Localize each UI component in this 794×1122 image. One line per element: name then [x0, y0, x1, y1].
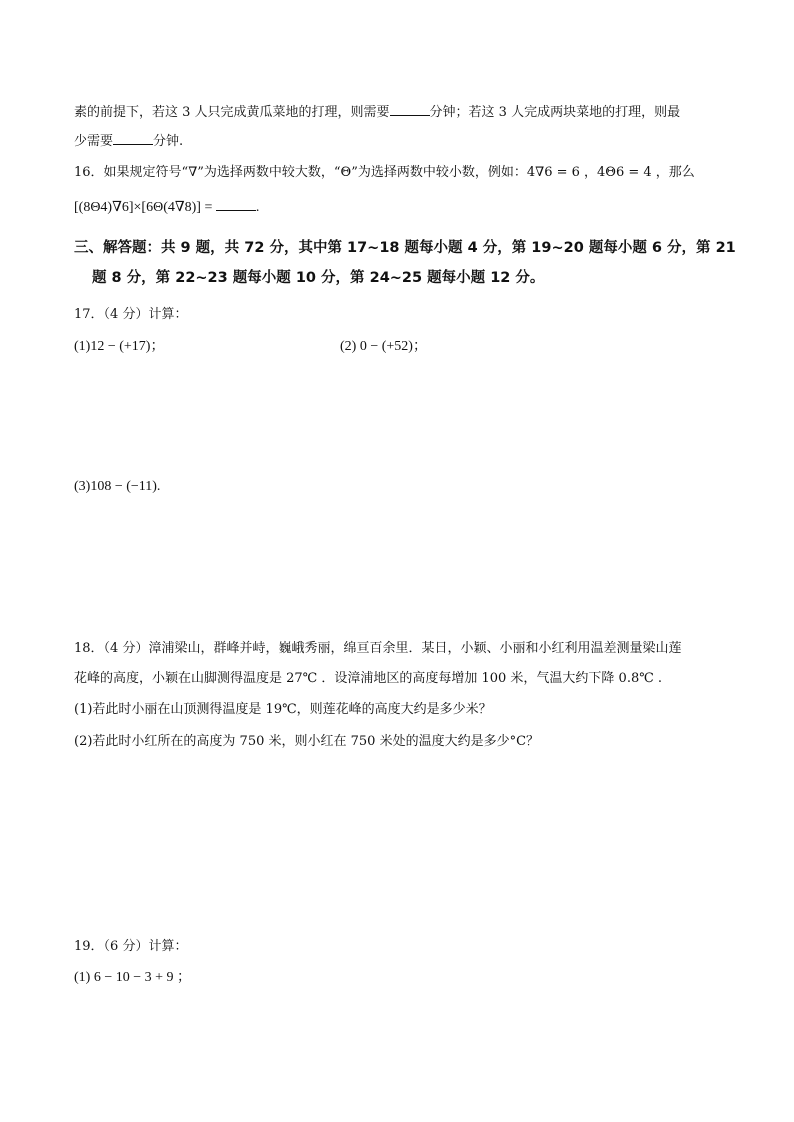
q15-text-d: 分钟. — [153, 134, 184, 149]
q15-text-a: 素的前提下，若这 3 人只完成黄瓜菜地的打理，则需要 — [74, 105, 390, 120]
q16-period: . — [255, 200, 260, 215]
q18-line-2: 花峰的高度，小颖在山脚测得温度是 27℃ ．设漳浦地区的高度每增加 100 米，气温大约下降 0.8℃ . — [74, 671, 663, 686]
q18-part-2: (2)若此时小红所在的高度为 750 米，则小红在 750 米处的温度大约是多少°C？ — [74, 734, 540, 749]
q17-part-3: (3)108 − (−11). — [74, 479, 161, 494]
q15-line-2 — [74, 132, 183, 151]
section-3-heading-line-2: 题 8 分，第 22~23 题每小题 10 分，第 24~25 题每小题 12 分。 — [92, 270, 545, 286]
q15-text-b: 分钟；若这 3 人完成两块菜地的打理，则最 — [429, 105, 681, 120]
section-3-heading-line-1: 三、解答题：共 9 题，共 72 分，其中第 17~18 题每小题 4 分，第 19~20 题每小题 6 分，第 21 — [74, 240, 736, 256]
q19-part-1: (1) 6 − 10 − 3 + 9 ； — [74, 970, 192, 985]
q16-blank[interactable] — [216, 198, 256, 211]
q18-part-1: (1)若此时小丽在山顶测得温度是 19℃，则莲花峰的高度大约是多少米？ — [74, 702, 492, 717]
q17-part-1: (1)12 − (+17)； — [74, 339, 165, 354]
q15-text-c: 少需要 — [74, 134, 114, 149]
q17-title: 17．（4 分）计算： — [74, 307, 188, 322]
q16-line-1: 16．如果规定符号“∇”为选择两数中较大数，“Θ”为选择两数中较小数，例如：4∇6 = 6 ，4Θ6 = 4 ，那么 — [74, 165, 695, 180]
q16-line-2 — [74, 198, 259, 217]
q15-blank-2[interactable] — [113, 132, 153, 145]
q17-part-2: (2) 0 − (+52)； — [340, 339, 427, 354]
q18-line-1: 18．（4 分）漳浦梁山，群峰并峙，巍峨秀丽，绵亘百余里．某日，小颖、小丽和小红利用温差测量梁山莲 — [74, 641, 682, 656]
q15-line-1 — [74, 103, 680, 122]
q15-blank-1[interactable] — [390, 103, 430, 116]
q16-expression: [(8Θ4)∇6]×[6Θ(4∇8)] = — [74, 200, 213, 215]
q19-title: 19．（6 分）计算： — [74, 939, 188, 954]
